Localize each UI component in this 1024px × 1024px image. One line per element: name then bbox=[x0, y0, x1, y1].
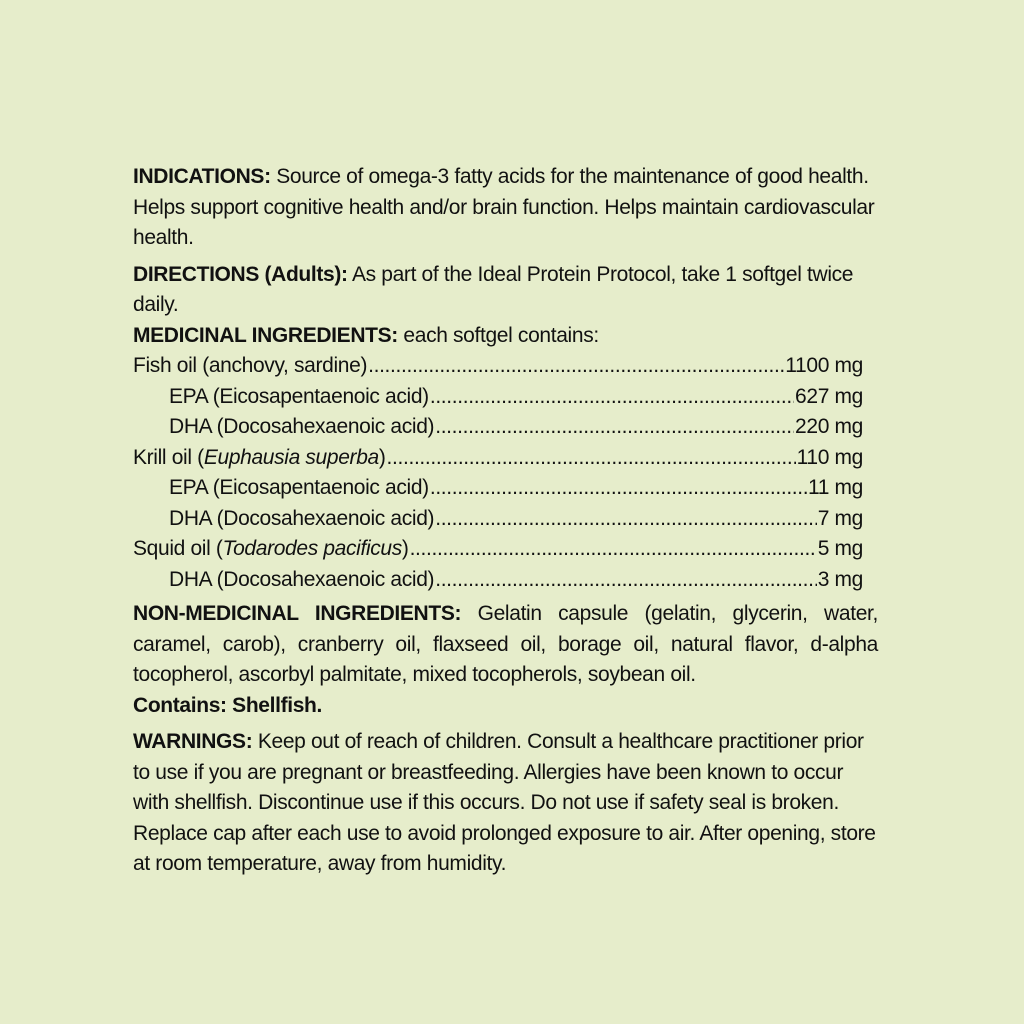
non-medicinal-heading: NON-MEDICINAL INGREDIENTS: bbox=[133, 602, 462, 625]
ingredient-amount: 1100 mg bbox=[785, 354, 863, 377]
non-medicinal-ingredients-section bbox=[133, 599, 878, 691]
ingredient-row-fish-epa bbox=[133, 382, 863, 413]
medicinal-ingredients-section bbox=[133, 321, 878, 352]
allergen-statement: Contains: Shellfish. bbox=[133, 693, 323, 717]
medicinal-ingredients-heading: MEDICINAL INGREDIENTS: bbox=[133, 323, 398, 347]
ingredient-amount: 11 mg bbox=[807, 476, 863, 499]
dot-leader bbox=[387, 443, 796, 474]
ingredient-name: DHA (Docosahexaenoic acid) bbox=[169, 506, 435, 530]
ingredient-amount: 7 mg bbox=[817, 506, 863, 530]
ingredient-row-fish-oil bbox=[133, 351, 863, 382]
ingredient-row-krill-epa bbox=[133, 473, 863, 504]
ingredient-amount: 3 mg bbox=[817, 567, 863, 591]
indications-text: Source of omega-3 fatty acids for the maintenance of good health. Helps support cognitive health and/or brain function. Helps maintain cardiovascular health. bbox=[133, 165, 875, 249]
ingredient-row-fish-dha bbox=[133, 412, 863, 443]
dot-leader bbox=[435, 504, 817, 535]
ingredient-name: Fish oil (anchovy, sardine) bbox=[133, 354, 368, 377]
ingredients-table bbox=[133, 351, 863, 595]
ingredient-name: DHA (Docosahexaenoic acid) bbox=[169, 567, 435, 591]
indications-section bbox=[133, 162, 878, 254]
ingredient-amount: 220 mg bbox=[795, 415, 863, 438]
directions-text: As part of the Ideal Protein Protocol, take 1 softgel twice daily. bbox=[133, 262, 854, 316]
ingredient-amount: 627 mg bbox=[795, 384, 863, 408]
medicinal-ingredients-intro: each softgel contains: bbox=[397, 323, 599, 347]
ingredient-row-squid-dha bbox=[133, 565, 863, 596]
supplement-label-panel bbox=[133, 162, 878, 886]
non-medicinal-text: Gelatin capsule (gelatin, glycerin, water, caramel, carob), cranberry oil, flaxseed oil, borage oil, natural flavor, d-alpha tocopherol, ascorbyl palmitate, mixed tocopherols, soybean oil. bbox=[133, 602, 878, 686]
warnings-heading: WARNINGS: bbox=[133, 730, 253, 753]
dot-leader bbox=[435, 412, 794, 443]
dot-leader bbox=[435, 565, 817, 596]
directions-section bbox=[133, 260, 878, 321]
dot-leader bbox=[430, 382, 794, 413]
dot-leader bbox=[410, 534, 817, 565]
ingredient-name: DHA (Docosahexaenoic acid) bbox=[169, 415, 435, 438]
warnings-section bbox=[133, 727, 878, 880]
ingredient-amount: 5 mg bbox=[817, 537, 863, 560]
ingredient-name: EPA (Eicosapentaenoic acid) bbox=[169, 476, 429, 499]
directions-heading: DIRECTIONS (Adults): bbox=[133, 262, 348, 286]
ingredient-name: Squid oil (Todarodes pacificus) bbox=[133, 537, 409, 560]
indications-heading: INDICATIONS: bbox=[133, 165, 271, 188]
dot-leader bbox=[430, 473, 807, 504]
dot-leader bbox=[368, 351, 784, 382]
ingredient-row-squid-oil bbox=[133, 534, 863, 565]
warnings-text: Keep out of reach of children. Consult a healthcare practitioner prior to use if you are pregnant or breastfeeding. Allergies have been known to occur with shellfish. Discontinue use if this occurs. Do not use if safety seal is broken. Replace cap after each use to avoid prolonged exposure to air. After opening, store at room temperature, away from humidity. bbox=[133, 730, 876, 875]
ingredient-name: Krill oil (Euphausia superba) bbox=[133, 445, 386, 469]
ingredient-amount: 110 mg bbox=[796, 445, 863, 469]
ingredient-row-krill-oil bbox=[133, 443, 863, 474]
ingredient-name: EPA (Eicosapentaenoic acid) bbox=[169, 384, 429, 408]
ingredient-row-krill-dha bbox=[133, 504, 863, 535]
